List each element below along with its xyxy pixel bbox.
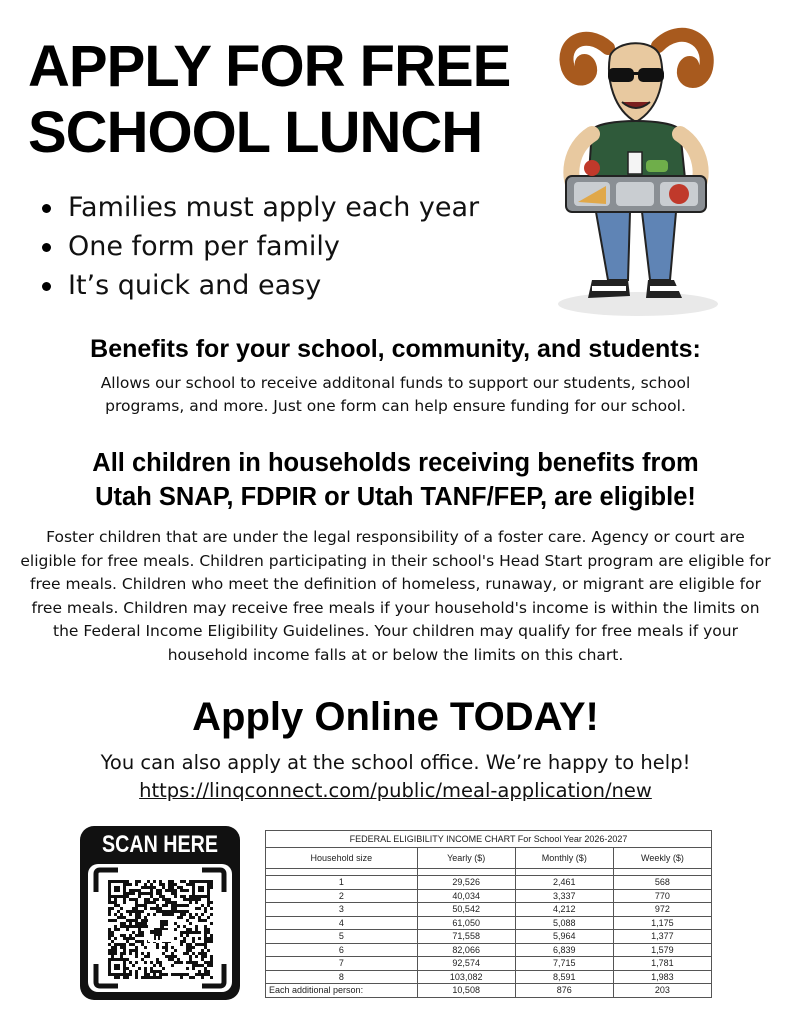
table-cell: 1,781 xyxy=(613,957,711,971)
table-caption: FEDERAL ELIGIBILITY INCOME CHART For School Year 2026-2027 xyxy=(265,830,712,847)
table-cell: 972 xyxy=(613,903,711,917)
table-cell: 1,983 xyxy=(613,970,711,984)
benefits-text: Allows our school to receive additonal funds to support our students, school programs, and more. Just one form can help ensure funding for our school. xyxy=(100,374,691,415)
ram-mascot-illustration xyxy=(530,18,740,318)
qr-code-icon[interactable] xyxy=(88,864,232,992)
table-spacer-row xyxy=(266,869,712,876)
bullet-list xyxy=(40,188,479,305)
table-cell: 3 xyxy=(266,903,418,917)
table-cell: 5,088 xyxy=(515,916,613,930)
table-cell: 203 xyxy=(613,984,711,998)
eligibility-heading xyxy=(0,446,791,514)
bullet-item: One form per family xyxy=(40,227,479,266)
table-row-additional xyxy=(266,984,712,998)
table-row xyxy=(266,943,712,957)
table-cell: 61,050 xyxy=(417,916,515,930)
table-cell: 50,542 xyxy=(417,903,515,917)
eligibility-heading-line-2: Utah SNAP, FDPIR or Utah TANF/FEP, are eligible! xyxy=(95,483,696,511)
table-header: Household size xyxy=(266,848,418,869)
table-cell: 4,212 xyxy=(515,903,613,917)
table-row xyxy=(266,957,712,971)
table-cell: 5,964 xyxy=(515,930,613,944)
table-cell: 770 xyxy=(613,889,711,903)
table-cell: 29,526 xyxy=(417,876,515,890)
table-header: Yearly ($) xyxy=(417,848,515,869)
apply-heading: Apply Online TODAY! xyxy=(192,695,599,739)
table-cell: 3,337 xyxy=(515,889,613,903)
table-cell: 6,839 xyxy=(515,943,613,957)
title-line-1: APPLY FOR FREE xyxy=(28,34,511,99)
table-cell: 103,082 xyxy=(417,970,515,984)
table-cell: 5 xyxy=(266,930,418,944)
benefits-heading: Benefits for your school, community, and students: xyxy=(90,335,701,363)
table-row xyxy=(266,889,712,903)
table-cell: 71,558 xyxy=(417,930,515,944)
table-cell: 40,034 xyxy=(417,889,515,903)
table-cell: 6 xyxy=(266,943,418,957)
table-row xyxy=(266,903,712,917)
table-cell: 4 xyxy=(266,916,418,930)
title-line-2: SCHOOL LUNCH xyxy=(28,100,483,165)
table-cell: 7 xyxy=(266,957,418,971)
application-link[interactable]: https://linqconnect.com/public/meal-application/new xyxy=(139,779,652,802)
table-cell: 1,579 xyxy=(613,943,711,957)
table-cell: 2,461 xyxy=(515,876,613,890)
table-cell: 8 xyxy=(266,970,418,984)
table-row xyxy=(266,876,712,890)
table-cell: 92,574 xyxy=(417,957,515,971)
table-cell: 1,377 xyxy=(613,930,711,944)
table-header: Monthly ($) xyxy=(515,848,613,869)
table-cell: 876 xyxy=(515,984,613,998)
eligibility-heading-line-1: All children in households receiving benefits from xyxy=(92,449,699,477)
table-cell: 7,715 xyxy=(515,957,613,971)
table-cell: 82,066 xyxy=(417,943,515,957)
scan-here-label: SCAN HERE xyxy=(102,831,218,858)
table-header-row xyxy=(266,848,712,869)
table-cell: Each additional person: xyxy=(266,984,418,998)
table-cell: 8,591 xyxy=(515,970,613,984)
table-header: Weekly ($) xyxy=(613,848,711,869)
table-cell: 1,175 xyxy=(613,916,711,930)
eligibility-text: Foster children that are under the legal responsibility of a foster care. Agency or court are eligible for free meals. Children participating in their school's Head Start program are eligible for free meals. Children who meet the definition of homeless, runaway, or migrant are eligible for free meals. Children may receive free meals if your household's income is within the limits on the Federal Income Eligibility Guidelines. Your children may qualify for free meals if your household income falls at or below the limits on this chart. xyxy=(20,528,771,664)
qr-frame xyxy=(88,864,232,992)
qr-card xyxy=(80,826,240,1000)
bullet-item: It’s quick and easy xyxy=(40,266,479,305)
table-cell: 568 xyxy=(613,876,711,890)
page-title xyxy=(28,34,528,166)
bullet-item: Families must apply each year xyxy=(40,188,479,227)
apply-text: You can also apply at the school office. We’re happy to help! xyxy=(100,751,691,774)
table-cell: 2 xyxy=(266,889,418,903)
table-cell: 10,508 xyxy=(417,984,515,998)
table-cell: 1 xyxy=(266,876,418,890)
table-row xyxy=(266,930,712,944)
table-row xyxy=(266,916,712,930)
table-row xyxy=(266,970,712,984)
income-eligibility-table xyxy=(265,830,712,998)
